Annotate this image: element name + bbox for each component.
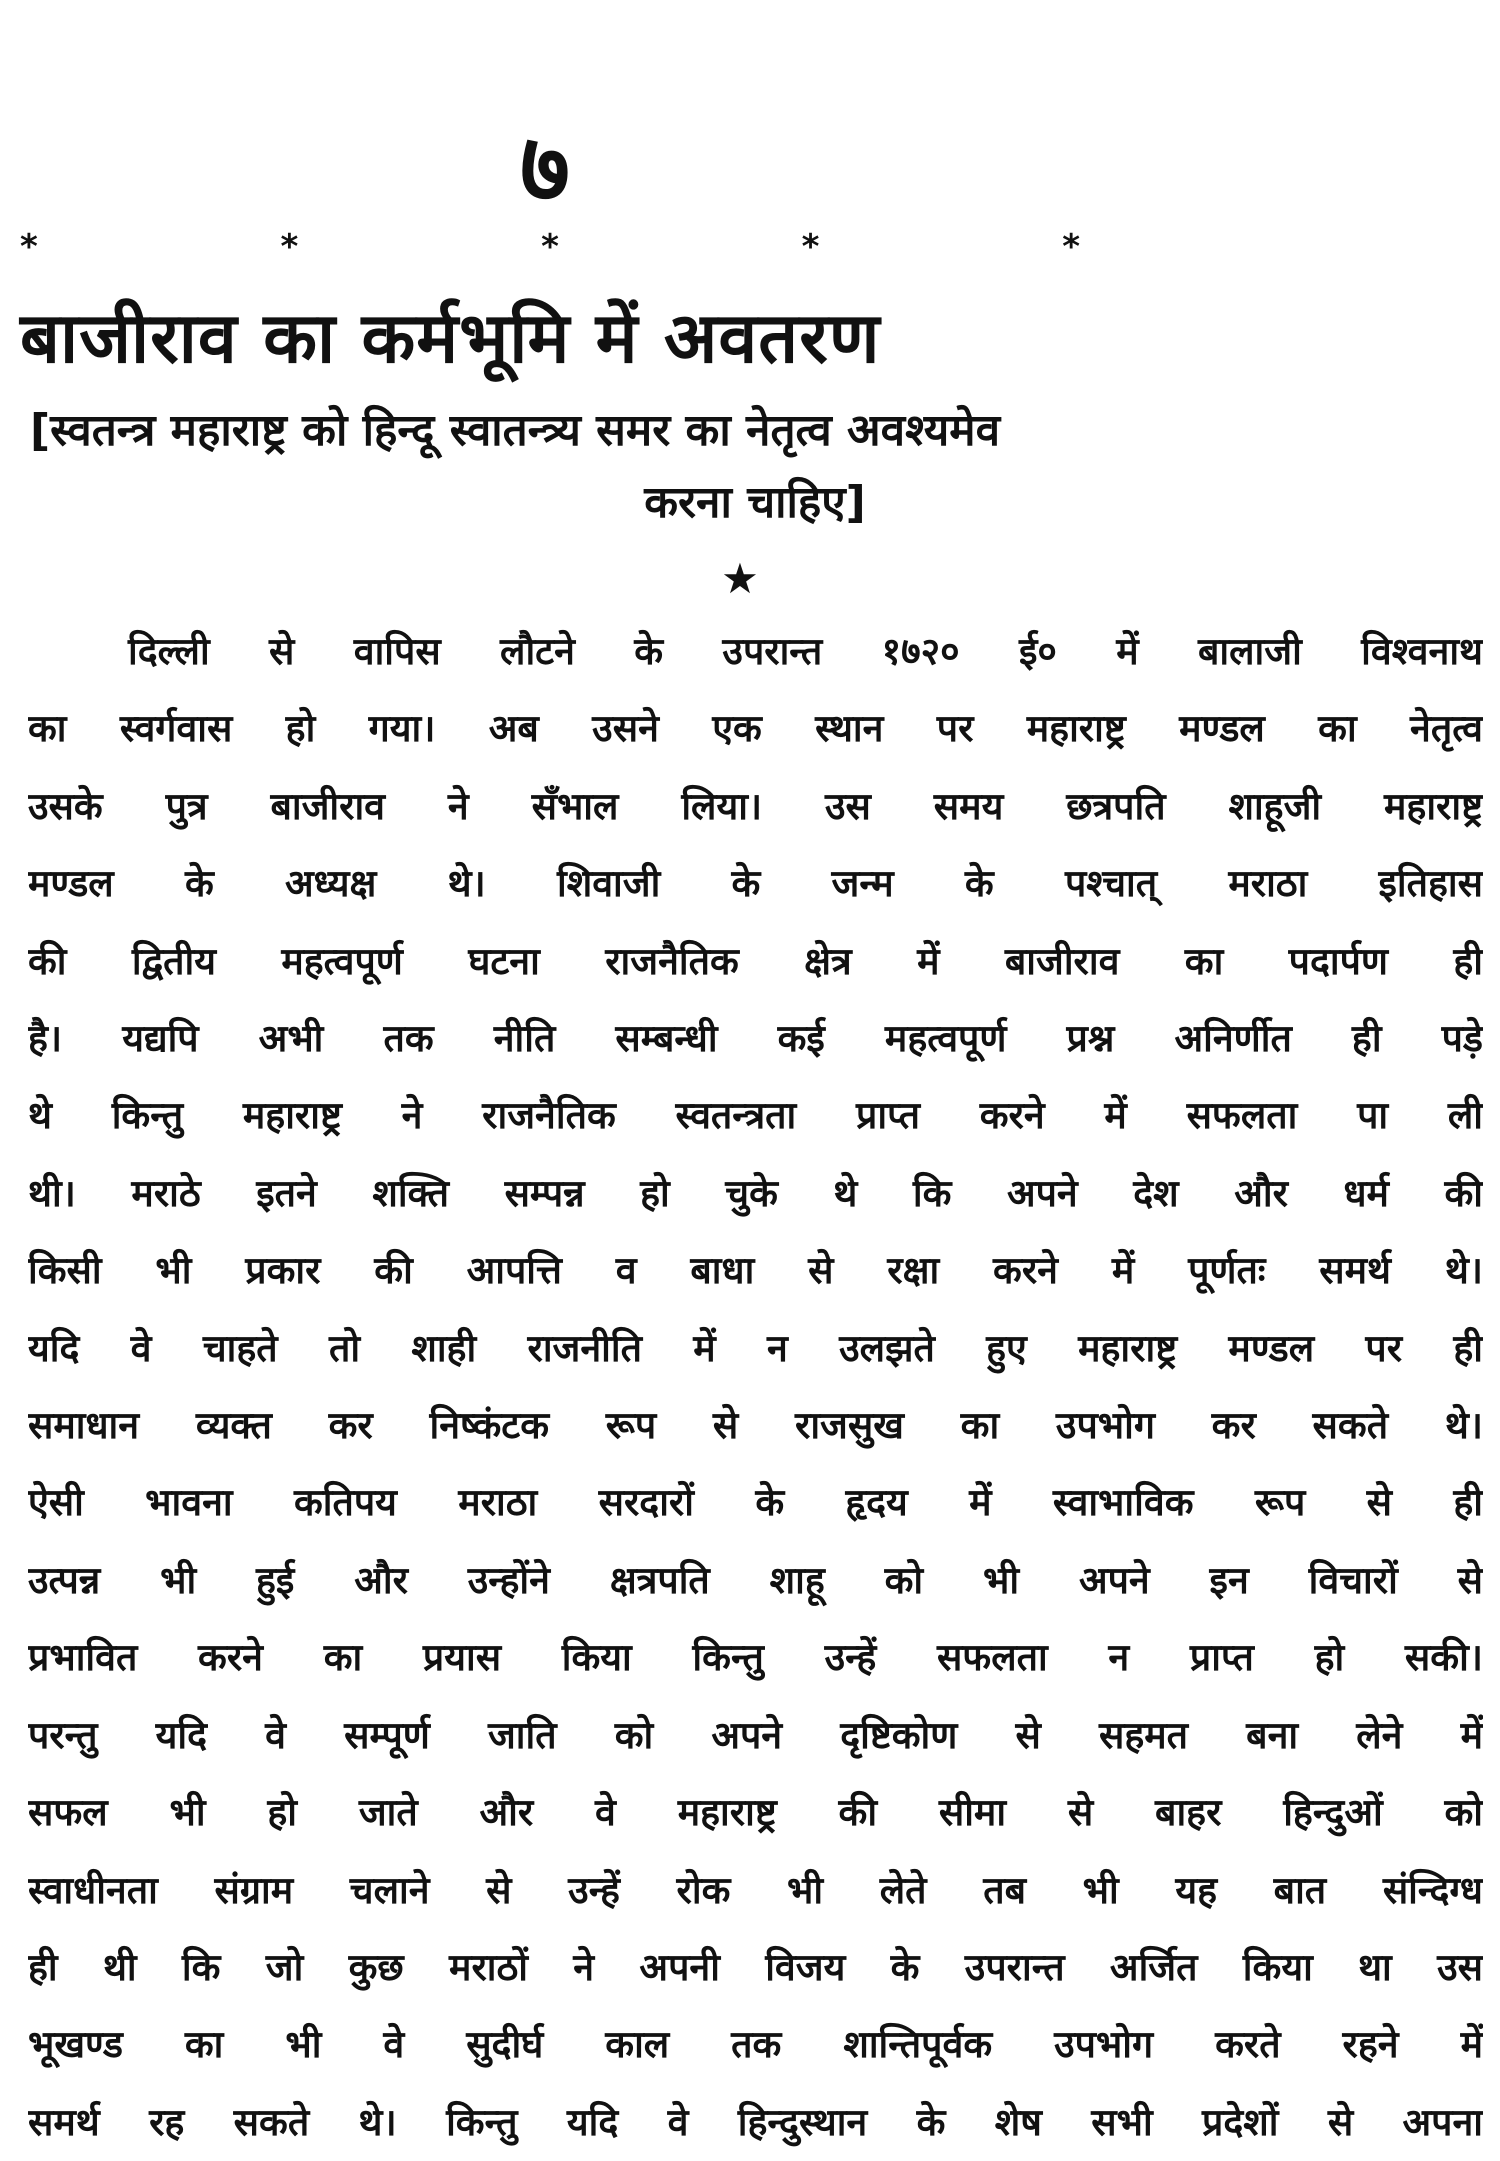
divider-star: ★ — [721, 554, 759, 603]
chapter-title: बाजीराव का कर्मभूमि में अवतरण — [20, 297, 881, 379]
text-line: का स्वर्गवास हो गया। अब उसने एक स्थान पर महाराष्ट्र मण्डल का नेतृत्व — [28, 706, 1483, 751]
text-line: उसके पुत्र बाजीराव ने सँभाल लिया। उस समय छत्रपति शाहूजी महाराष्ट्र — [28, 783, 1483, 828]
text-line: ही थी कि जो कुछ मराठों ने अपनी विजय के उपरान्त अर्जित किया था उस — [28, 1944, 1483, 1989]
text-line: है। यद्यपि अभी तक नीति सम्बन्धी कई महत्वपूर्ण प्रश्न अनिर्णीत ही पड़े — [28, 1016, 1483, 1061]
text-line: परन्तु यदि वे सम्पूर्ण जाति को अपने दृष्टिकोण से सहमत बना लेने में — [28, 1712, 1483, 1757]
text-line: उत्पन्न भी हुई और उन्होंने क्षत्रपति शाहू को भी अपने इन विचारों से — [28, 1557, 1483, 1602]
text-line: ऐसी भावना कतिपय मराठा सरदारों के हृदय में स्वाभाविक रूप से ही — [28, 1480, 1483, 1525]
body-paragraph — [28, 613, 1483, 2161]
star-ornament-row — [20, 227, 1080, 267]
text-line: थे किन्तु महाराष्ट्र ने राजनैतिक स्वतन्त्रता प्राप्त करने में सफलता पा ली — [28, 1093, 1483, 1138]
text-line: सफल भी हो जाते और वे महाराष्ट्र की सीमा से बाहर हिन्दुओं को — [28, 1790, 1483, 1835]
text-line: की द्वितीय महत्वपूर्ण घटना राजनैतिक क्षेत्र में बाजीराव का पदार्पण ही — [28, 938, 1483, 983]
text-line: मण्डल के अध्यक्ष थे। शिवाजी के जन्म के पश्चात् मराठा इतिहास — [28, 861, 1483, 906]
star-ornament: * — [1062, 227, 1080, 267]
subtitle-line: [स्वतन्त्र महाराष्ट्र को हिन्दू स्वातन्त्र्य समर का नेतृत्व अवश्यमेव — [30, 405, 1001, 456]
text-line: यदि वे चाहते तो शाही राजनीति में न उलझते हुए महाराष्ट्र मण्डल पर ही — [28, 1325, 1483, 1370]
star-ornament: * — [20, 227, 38, 267]
text-line: प्रभावित करने का प्रयास किया किन्तु उन्हें सफलता न प्राप्त हो सकी। — [28, 1635, 1483, 1680]
text-line: समाधान व्यक्त कर निष्कंटक रूप से राजसुख का उपभोग कर सकते थे। — [28, 1403, 1483, 1448]
text-line: थी। मराठे इतने शक्ति सम्पन्न हो चुके थे कि अपने देश और धर्म की — [28, 1170, 1483, 1215]
chapter-number: ७ — [520, 111, 570, 224]
chapter-subtitle — [30, 395, 1480, 539]
text-line: किसी भी प्रकार की आपत्ति व बाधा से रक्षा करने में पूर्णतः समर्थ थे। — [28, 1248, 1483, 1293]
star-ornament: * — [541, 227, 559, 267]
star-ornament: * — [801, 227, 820, 267]
text-line: समर्थ रह सकते थे। किन्तु यदि वे हिन्दुस्थान के शेष सभी प्रदेशों से अपना — [28, 2099, 1483, 2144]
subtitle-line: करना चाहिए] — [644, 477, 866, 528]
text-line: स्वाधीनता संग्राम चलाने से उन्हें रोक भी लेते तब भी यह बात संन्दिग्ध — [28, 1867, 1483, 1912]
text-line: दिल्ली से वापिस लौटने के उपरान्त १७२० ई० में बालाजी विश्वनाथ — [128, 629, 1483, 673]
star-ornament: * — [280, 227, 299, 267]
text-line: भूखण्ड का भी वे सुदीर्घ काल तक शान्तिपूर्वक उपभोग करते रहने में — [28, 2022, 1483, 2067]
